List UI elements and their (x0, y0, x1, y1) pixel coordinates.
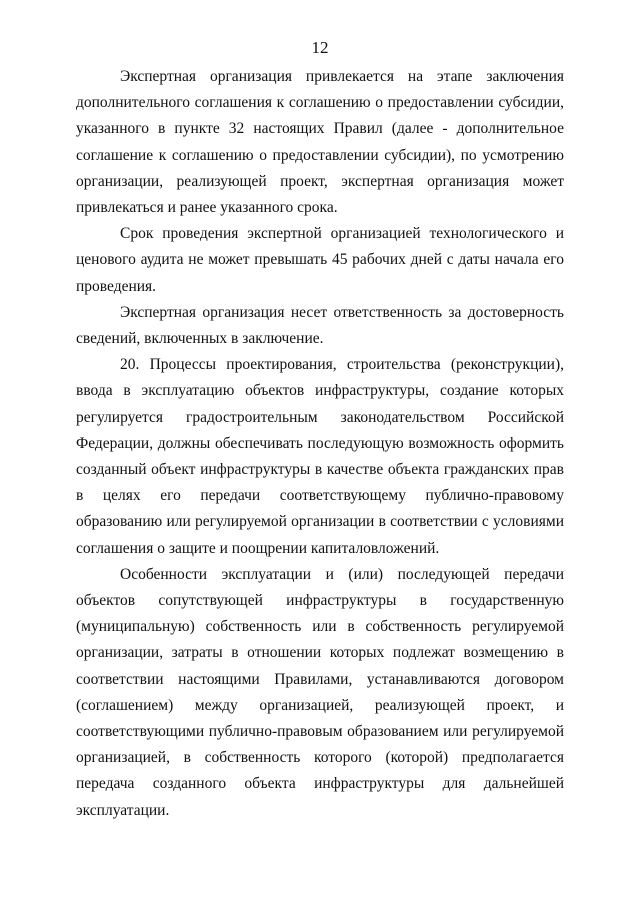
document-body (76, 64, 564, 824)
paragraph-expert-engagement: Экспертная организация привлекается на этапе заключения дополнительного соглашения к соглашению о предоставлении субсидии, указанного в пункте 32 настоящих Правил (далее - дополнительное соглашение к соглашению о предоставлении субсидии), по усмотрению организации, реализующей проект, экспертная организация может привлекаться и ранее указанного срока. (76, 68, 564, 217)
paragraph-section-20: 20. Процессы проектирования, строительства (реконструкции), ввода в эксплуатацию объектов инфраструктуры, создание которых регулируется градостроительным законодательством Российской Федерации, должны обеспечивать последующую возможность оформить созданный объект инфраструктуры в качестве объекта гражданских прав в целях его передачи соответствующему публично-правовому образованию или регулируемой организации в соответствии с условиями соглашения о защите и поощрении капиталовложений. (76, 356, 564, 557)
page-number: 12 (311, 38, 329, 57)
paragraph-audit-term: Срок проведения экспертной организацией технологического и ценового аудита не может превышать 45 рабочих дней с даты начала его проведения. (76, 225, 564, 295)
paragraph-expert-responsibility: Экспертная организация несет ответственность за достоверность сведений, включенных в заключение. (76, 303, 564, 348)
paragraph-operation-transfer: Особенности эксплуатации и (или) последующей передачи объектов сопутствующей инфраструктуры в государственную (муниципальную) собственность или в собственность регулируемой организации, затраты в отношении которых подлежат возмещению в соответствии настоящими Правилами, устанавливаются договором (соглашением) между организацией, реализующей проект, и соответствующими публично-правовым образованием или регулируемой организацией, в собственность которого (которой) предполагается передача созданного объекта инфраструктуры для дальнейшей эксплуатации. (76, 565, 564, 819)
